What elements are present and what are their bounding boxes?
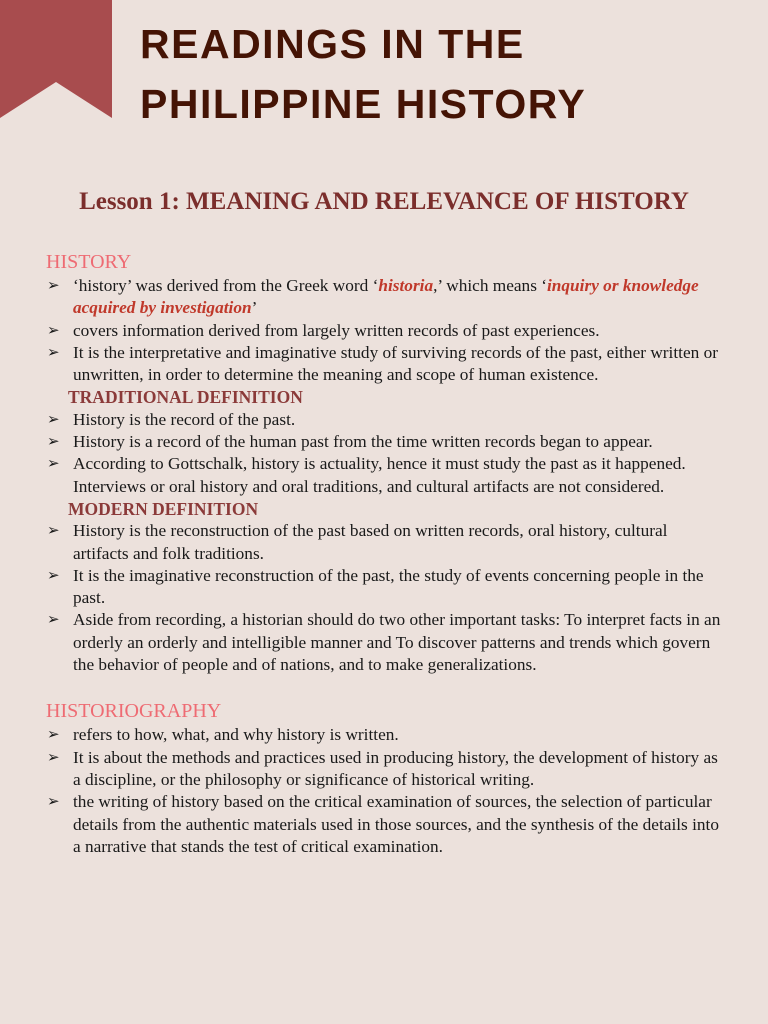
list-item [46,409,726,431]
list-item [46,791,726,858]
arrow-bullet-icon: ➢ [47,523,60,540]
arrow-bullet-icon: ➢ [47,411,60,428]
page-title [140,14,586,134]
list-item [46,724,726,746]
emphasis-definition: inquiry or knowledge acquired by investigation [73,276,699,318]
list-item [46,747,726,792]
section-spacer [46,676,726,698]
list-item-text: It is the interpretative and imaginative study of surviving records of the past, either written or unwritten, in order to determine the meaning and scope of human existence. [73,342,718,385]
title-line-2: PHILIPPINE HISTORY [140,81,587,127]
list-item [46,320,726,342]
list-item [46,342,726,387]
arrow-bullet-icon: ➢ [47,612,60,629]
history-list [46,275,726,386]
list-item-text: covers information derived from largely written records of past experiences. [73,320,600,340]
list-item [46,431,726,453]
list-item-text: It is about the methods and practices used in producing history, the development of history as a discipline, or the philosophy or significance of historical writing. [73,747,718,789]
arrow-bullet-icon: ➢ [47,322,60,339]
list-item-text: History is the record of the past. [73,409,296,429]
arrow-bullet-icon: ➢ [47,344,60,361]
emphasis-term: historia [378,276,434,295]
lesson-content [46,249,726,858]
modern-list [46,520,726,676]
section-heading-historiography: HISTORIOGRAPHY [46,700,222,723]
list-item-text: ’ [251,298,258,318]
lesson-title: Lesson 1: MEANING AND RELEVANCE OF HISTORY [79,188,689,215]
list-item-text: refers to how, what, and why history is written. [73,725,399,745]
list-item-text: ,’ which means ‘ [433,276,547,295]
title-line-1: READINGS IN THE [140,21,525,67]
list-item-text: History is the reconstruction of the past based on written records, oral history, cultural artifacts and folk traditions. [73,521,668,563]
list-item-text: History is a record of the human past from the time written records began to appear. [73,432,653,452]
list-item-text: It is the imaginative reconstruction of the past, the study of events concerning people in the past. [73,565,704,608]
list-item [46,565,726,610]
arrow-bullet-icon: ➢ [47,434,60,451]
sub-heading-modern: MODERN DEFINITION [68,498,259,519]
arrow-bullet-icon: ➢ [47,794,60,811]
list-item-text: According to Gottschalk, history is actuality, hence it must study the past as it happened. Interviews or oral history and oral traditions, and cultural artifacts are not considered. [73,454,686,496]
arrow-bullet-icon: ➢ [47,456,60,473]
arrow-bullet-icon: ➢ [47,727,60,744]
bookmark-ribbon-icon [0,0,112,118]
list-item [46,520,726,565]
list-item-text: Aside from recording, a historian should do two other important tasks: To interpret facts in an orderly an orderly and intelligible manner and To discover patterns and trends which govern the behavior of people and of nations, and to make generalizations. [73,610,721,675]
list-item [46,609,726,676]
section-heading-history: HISTORY [46,251,132,273]
list-item-text: ‘history’ was derived from the Greek word ‘ [73,276,379,295]
arrow-bullet-icon: ➢ [47,749,60,766]
arrow-bullet-icon: ➢ [47,567,60,584]
list-item [46,453,726,498]
list-item-text: the writing of history based on the critical examination of sources, the selection of particular details from the authentic materials used in those sources, and the synthesis of the details into a narrative that stands the test of critical examination. [73,792,719,856]
list-item [46,275,726,320]
arrow-bullet-icon: ➢ [47,278,60,294]
sub-heading-traditional: TRADITIONAL DEFINITION [68,387,303,408]
historiography-list [46,724,726,858]
traditional-list [46,409,726,498]
